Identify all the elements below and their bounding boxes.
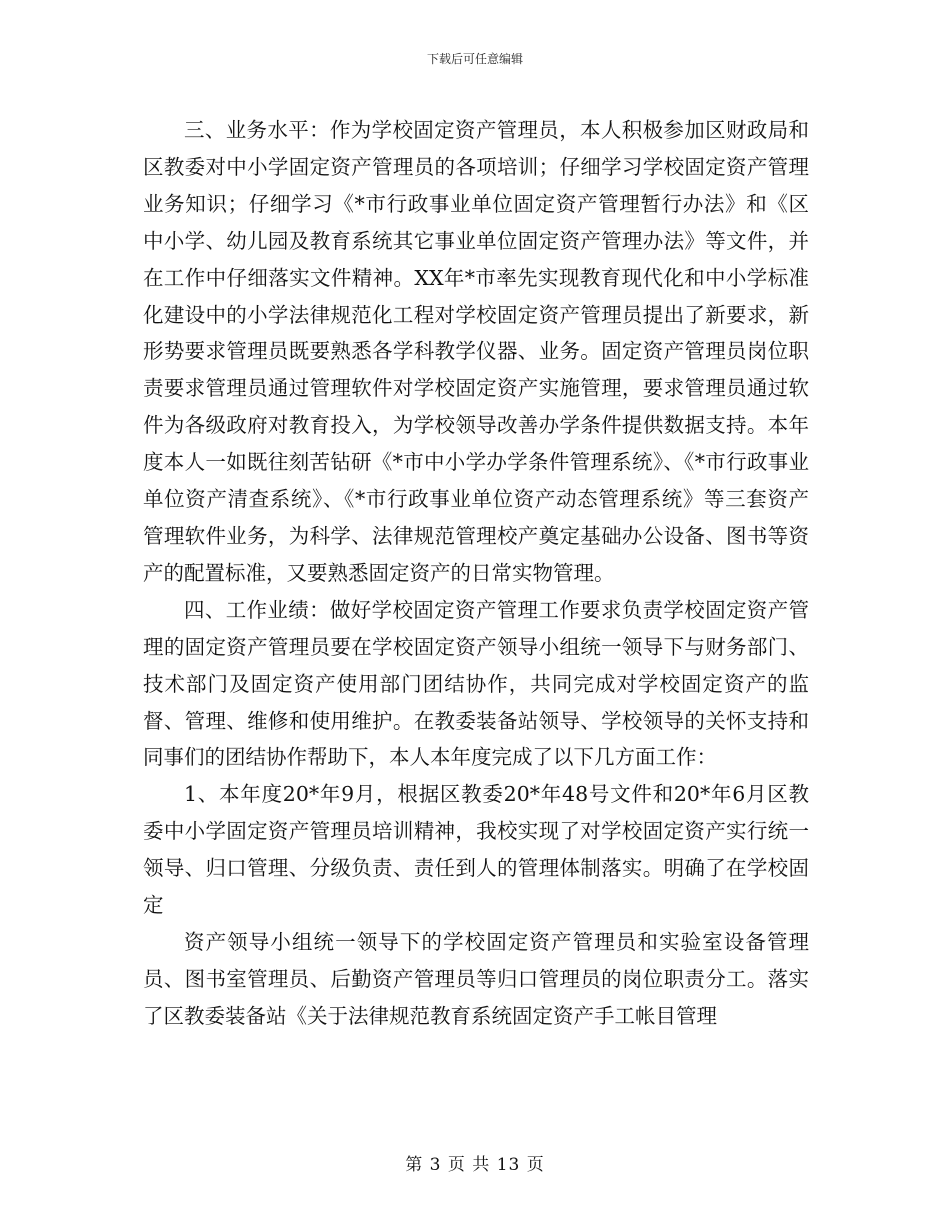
document-body [143, 112, 809, 1035]
paragraph-business-level: 三、业务水平：作为学校固定资产管理员，本人积极参加区财政局和区教委对中小学固定资产管理员的各项培训；仔细学习学校固定资产管理业务知识；仔细学习《*市行政事业单位固定资产管理暂行办法》和《区中小学、幼儿园及教育系统其它事业单位固定资产管理办法》等文件，并在工作中仔细落实文件精神。XX年*市率先实现教育现代化和中小学标准化建设中的小学法律规范化工程对学校固定资产管理员提出了新要求，新形势要求管理员既要熟悉各学科教学仪器、业务。固定资产管理员岗位职责要求管理员通过管理软件对学校固定资产实施管理，要求管理员通过软件为各级政府对教育投入，为学校领导改善办学条件提供数据支持。本年度本人一如既往刻苦钻研《*市中小学办学条件管理系统》、《*市行政事业单位资产清查系统》、《*市行政事业单位资产动态管理系统》等三套资产管理软件业务，为科学、法律规范管理校产奠定基础办公设备、图书等资产的配置标准，又要熟悉固定资产的日常实物管理。 [143, 118, 809, 585]
page-header-note: 下载后可任意编辑 [426, 52, 523, 66]
paragraph-item-1: 1、本年度20*年9月，根据区教委20*年48号文件和20*年6月区教委中小学固定资产管理员培训精神，我校实现了对学校固定资产实行统一领导、归口管理、分级负责、责任到人的管理体制落实。明确了在学校固定 [143, 782, 809, 918]
page-number-footer: 第 3 页 共 13 页 [405, 1155, 545, 1175]
paragraph-continued: 资产领导小组统一领导下的学校固定资产管理员和实验室设备管理员、图书室管理员、后勤资产管理员等归口管理员的岗位职责分工。落实了区教委装备站《关于法律规范教育系统固定资产手工帐目管理 [143, 929, 809, 1028]
paragraph-work-achievements: 四、工作业绩：做好学校固定资产管理工作要求负责学校固定资产管理的固定资产管理员要在学校固定资产领导小组统一领导下与财务部门、技术部门及固定资产使用部门团结协作，共同完成对学校固定资产的监督、管理、维修和使用维护。在教委装备站领导、学校领导的关怀支持和同事们的团结协作帮助下，本人本年度完成了以下几方面工作： [143, 597, 809, 770]
